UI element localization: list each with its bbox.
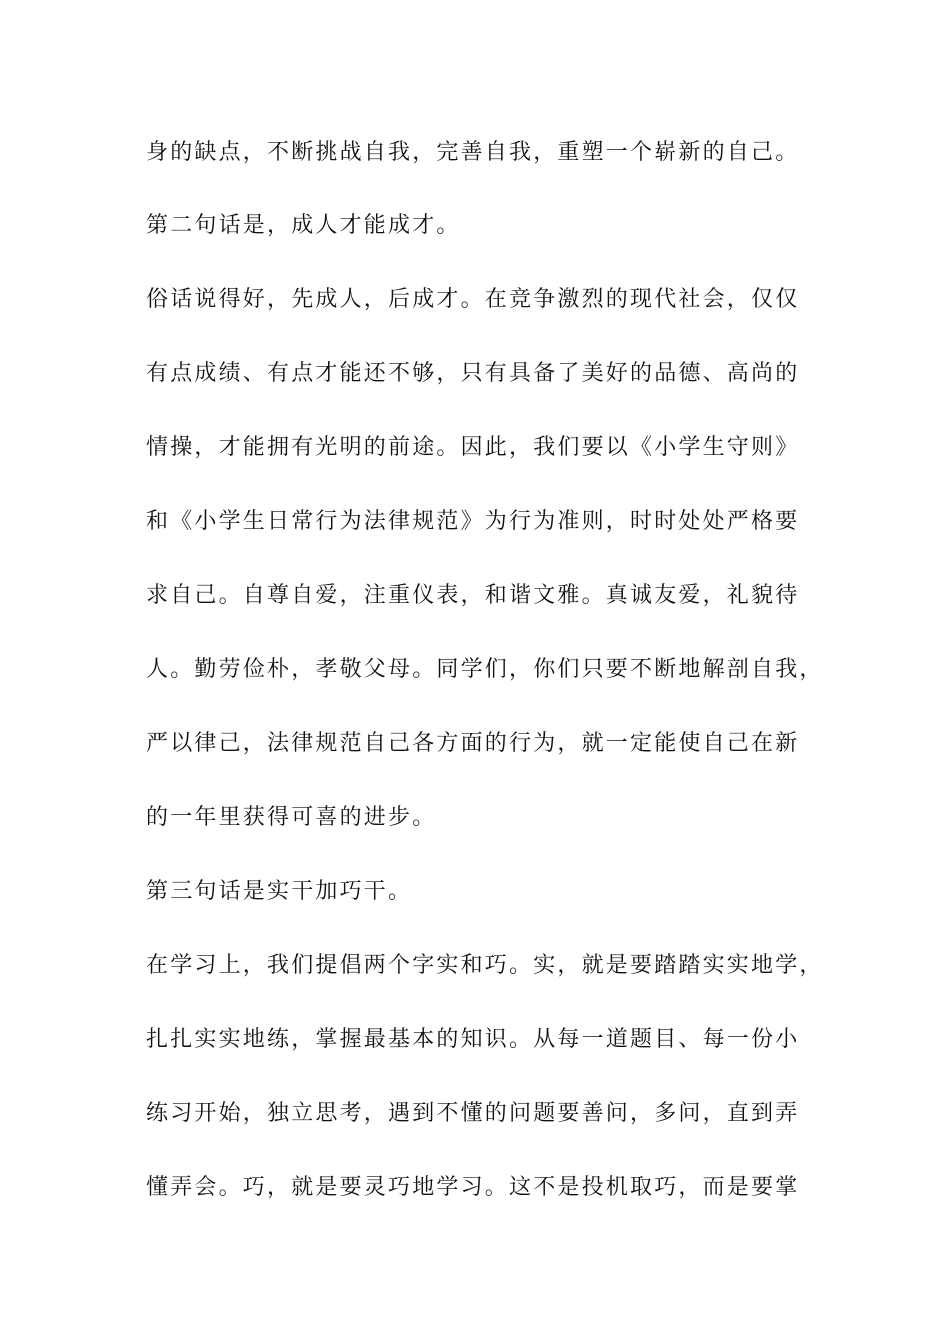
text-line: 练习开始，独立思考，遇到不懂的问题要善问，多问，直到弄 xyxy=(146,1101,800,1126)
text-line: 懂弄会。巧，就是要灵巧地学习。这不是投机取巧，而是要掌 xyxy=(146,1175,800,1200)
text-line: 情操，才能拥有光明的前途。因此，我们要以《小学生守则》 xyxy=(146,435,800,460)
section-heading: 第三句话是实干加巧干。 xyxy=(146,879,413,904)
text-line: 扎扎实实地练，掌握最基本的知识。从每一道题目、每一份小 xyxy=(146,1027,800,1052)
text-line: 俗话说得好，先成人，后成才。在竞争激烈的现代社会，仅仅 xyxy=(146,287,800,312)
text-line: 和《小学生日常行为法律规范》为行为准则，时时处处严格要 xyxy=(146,509,800,534)
text-line: 在学习上，我们提倡两个字实和巧。实，就是要踏踏实实地学， xyxy=(146,953,824,978)
text-line: 的一年里获得可喜的进步。 xyxy=(146,805,437,830)
text-line: 求自己。自尊自爱，注重仪表，和谐文雅。真诚友爱，礼貌待 xyxy=(146,583,800,608)
text-line: 身的缺点，不断挑战自我，完善自我，重塑一个崭新的自己。 xyxy=(146,140,800,165)
text-line: 人。勤劳俭朴，孝敬父母。同学们，你们只要不断地解剖自我， xyxy=(146,657,824,682)
section-heading: 第二句话是，成人才能成才。 xyxy=(146,213,461,238)
text-line: 严以律己，法律规范自己各方面的行为，就一定能使自己在新 xyxy=(146,731,800,756)
text-line: 有点成绩、有点才能还不够，只有具备了美好的品德、高尚的 xyxy=(146,361,800,386)
